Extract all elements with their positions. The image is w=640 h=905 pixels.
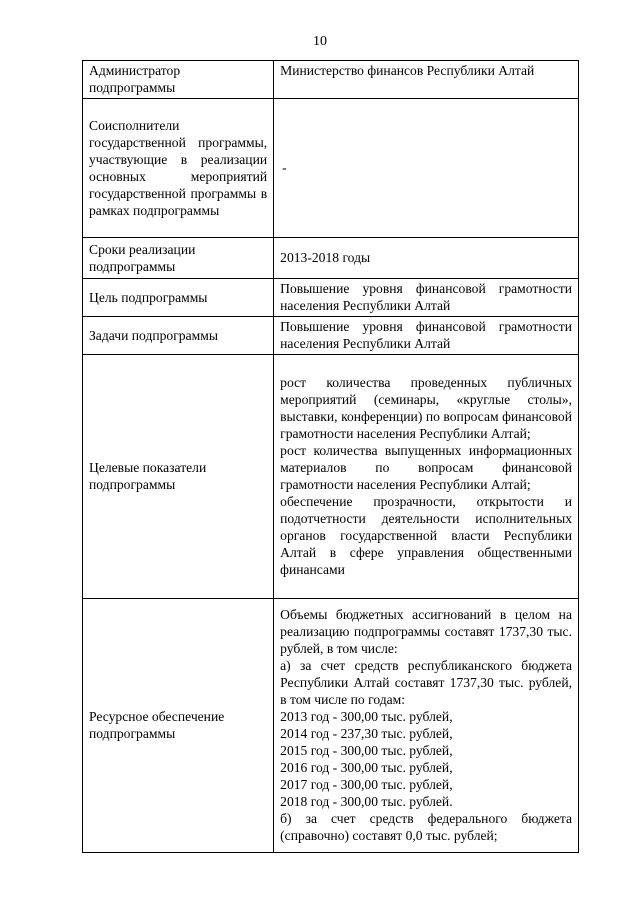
row-label: Ресурсное обеспечение подпрограммы [83, 599, 274, 853]
table-row-administrator [83, 61, 579, 99]
row-value [274, 355, 579, 599]
value-line: 2013 год - 300,00 тыс. рублей, [280, 709, 453, 724]
row-label: Администратор подпрограммы [83, 61, 274, 99]
table-row-resources [83, 599, 579, 853]
page-number: 10 [313, 34, 327, 49]
row-value [274, 61, 579, 99]
row-label: Цель подпрограммы [83, 279, 274, 317]
value-line: Повышение уровня финансовой грамотности населения Республики Алтай [280, 281, 572, 313]
value-line: 2014 год - 237,30 тыс. рублей, [280, 726, 453, 741]
value-line: - [282, 160, 287, 175]
value-line: Министерство финансов Республики Алтай [280, 63, 535, 78]
row-value [274, 99, 579, 238]
table-row-goal [83, 279, 579, 317]
value-line: Повышение уровня финансовой грамотности населения Республики Алтай [280, 319, 572, 351]
table-row-terms [83, 238, 579, 279]
row-value [274, 238, 579, 279]
table-row-targets [83, 355, 579, 599]
row-value [274, 599, 579, 853]
value-line: Объемы бюджетных ассигнований в целом на реализацию подпрограммы составят 1737,30 тыс. рублей, в том числе: [280, 607, 572, 656]
value-line: 2013-2018 годы [280, 250, 371, 265]
value-line: 2015 год - 300,00 тыс. рублей, [280, 743, 453, 758]
row-label: Целевые показатели подпрограммы [83, 355, 274, 599]
value-line: б) за счет средств федерального бюджета (справочно) составят 0,0 тыс. рублей; [280, 811, 572, 843]
value-line: 2017 год - 300,00 тыс. рублей, [280, 777, 453, 792]
value-line: 2016 год - 300,00 тыс. рублей, [280, 760, 453, 775]
table-row-coexecutors [83, 99, 579, 238]
value-line: а) за счет средств республиканского бюджета Республики Алтай составят 1737,30 тыс. рублей, в том числе по годам: [280, 658, 572, 707]
table-row-tasks [83, 317, 579, 355]
value-line: рост количества выпущенных информационных материалов по вопросам финансовой грамотности населения Республики Алтай; [280, 443, 572, 492]
value-line: обеспечение прозрачности, открытости и подотчетности деятельности исполнительных органов государственной власти Республики Алтай в сфере управления общественными финансами [280, 494, 572, 577]
row-value [274, 317, 579, 355]
row-label: Сроки реализации подпрограммы [83, 238, 274, 279]
row-label: Задачи подпрограммы [83, 317, 274, 355]
row-label: Соисполнители государственной программы, участвующие в реализации основных мероприятий государственной программы в рамках подпрограммы [83, 99, 274, 238]
subprogram-passport-table [82, 60, 579, 853]
value-line: рост количества проведенных публичных мероприятий (семинары, «круглые столы», выставки, конференции) по вопросам финансовой грамотности населения Республики Алтай; [280, 375, 572, 441]
row-value [274, 279, 579, 317]
value-line: 2018 год - 300,00 тыс. рублей. [280, 794, 453, 809]
